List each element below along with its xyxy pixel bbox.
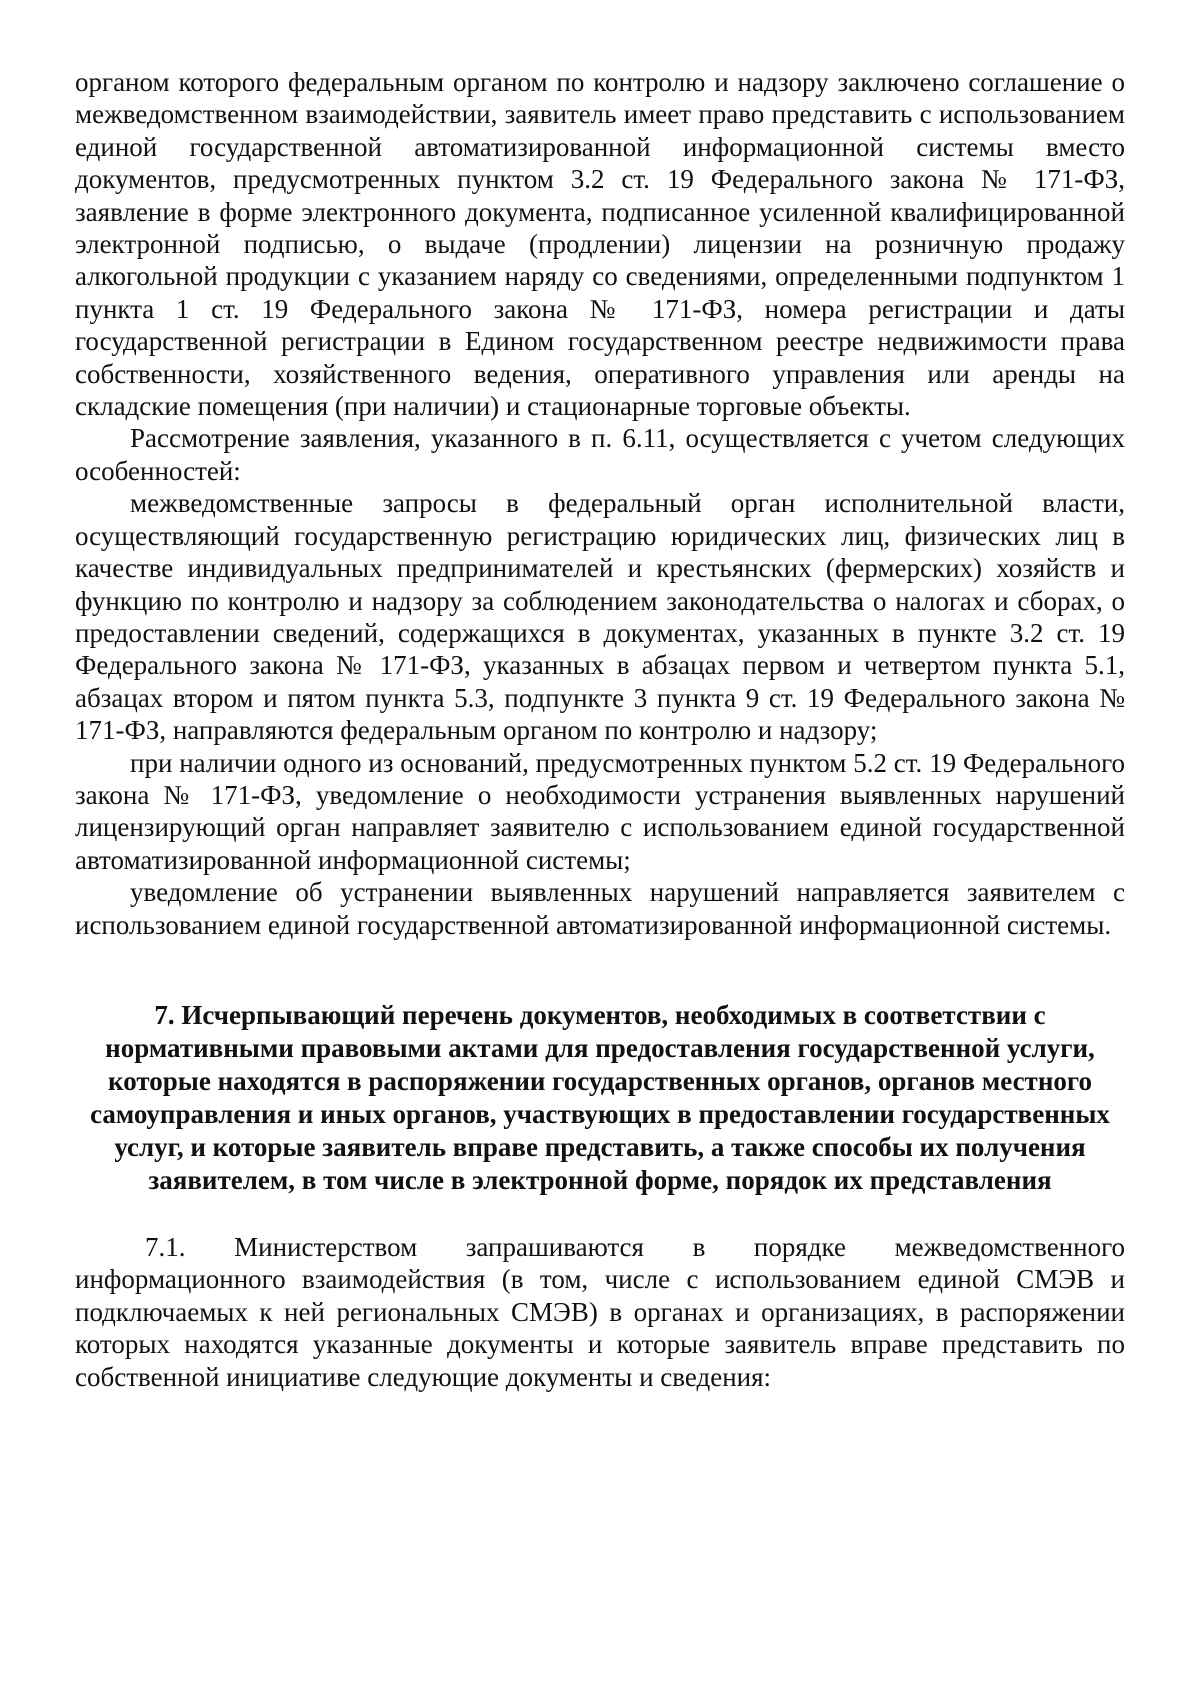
spacer xyxy=(75,1197,1125,1231)
paragraph-interagency-requests: межведомственные запросы в федеральный орган исполнительной власти, осуществляющий государственную регистрацию юридических лиц, физических лиц в качестве индивидуальных предпринимателей и крестьянских (фермерских) хозяйств и функцию по контролю и надзору за соблюдением законодательства о налогах и сборах, о предоставлении сведений, содержащихся в документах, указанных в пункте 3.2 ст. 19 Федерального закона № 171-ФЗ, указанных в абзацах первом и четвертом пункта 5.1, абзацах втором и пятом пункта 5.3, подпункте 3 пункта 9 ст. 19 Федерального закона № 171-ФЗ, направляются федеральным органом по контролю и надзору; xyxy=(75,488,1125,746)
paragraph-consideration: Рассмотрение заявления, указанного в п. 6.11, осуществляется с учетом следующих особенностей: xyxy=(75,423,1125,486)
document-page xyxy=(75,66,1125,1393)
section-heading-7: 7. Исчерпывающий перечень документов, необходимых в соответствии с нормативными правовыми актами для предоставления государственной услуги, которые находятся в распоряжении государственных органов, органов местного самоуправления и иных органов, участвующих в предоставлении государственных услуг, и которые заявитель вправе представить, а также способы их получения заявителем, в том числе в электронной форме, порядок их представления xyxy=(90,999,1110,1195)
paragraph-notification-violations: при наличии одного из оснований, предусмотренных пунктом 5.2 ст. 19 Федерального закона № 171-ФЗ, уведомление о необходимости устранения выявленных нарушений лицензирующий орган направляет заявителю с использованием единой государственной автоматизированной информационной системы; xyxy=(75,747,1125,875)
paragraph-7-1: 7.1. Министерством запрашиваются в порядке межведомственного информационного взаимодействия (в том, числе с использованием единой СМЭВ и подключаемых к ней региональных СМЭВ) в органах и организациях, в распоряжении которых находятся указанные документы и которые заявитель вправе представить по собственной инициативе следующие документы и сведения: xyxy=(75,1231,1125,1392)
paragraph-notification-elimination: уведомление об устранении выявленных нарушений направляется заявителем с использованием единой государственной автоматизированной информационной системы. xyxy=(75,877,1125,940)
paragraph-continuation: органом которого федеральным органом по контролю и надзору заключено соглашение о межведомственном взаимодействии, заявитель имеет право представить с использованием единой государственной автоматизированной информационной системы вместо документов, предусмотренных пунктом 3.2 ст. 19 Федерального закона № 171-ФЗ, заявление в форме электронного документа, подписанное усиленной квалифицированной электронной подписью, о выдаче (продлении) лицензии на розничную продажу алкогольной продукции с указанием наряду со сведениями, определенными подпунктом 1 пункта 1 ст. 19 Федерального закона № 171-ФЗ, номера регистрации и даты государственной регистрации в Едином государственном реестре недвижимости права собственности, хозяйственного ведения, оперативного управления или аренды на складские помещения (при наличии) и стационарные торговые объекты. xyxy=(75,67,1125,422)
